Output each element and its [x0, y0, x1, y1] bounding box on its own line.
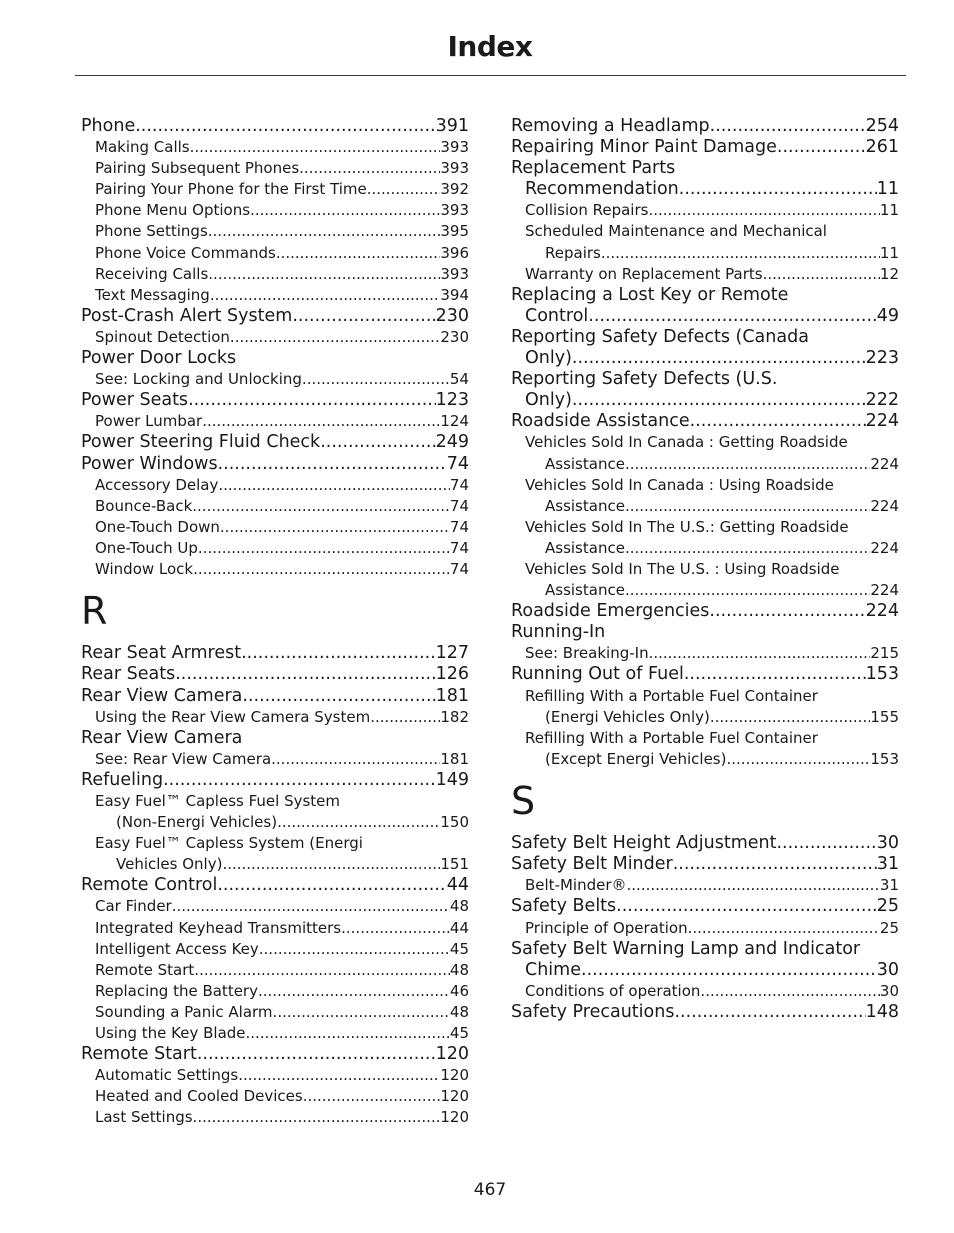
- index-subentry: [81, 960, 469, 981]
- index-entry: [81, 643, 469, 664]
- section-letter: R: [81, 589, 108, 634]
- entry-label: Chime: [525, 959, 581, 980]
- entry-page-number: 393: [440, 264, 469, 283]
- entry-page-number: 182: [440, 707, 469, 726]
- index-entry: [81, 454, 469, 475]
- entry-page-number: 249: [435, 432, 469, 453]
- index-heading: Replacement Parts: [511, 158, 676, 179]
- entry-label: Spinout Detection: [95, 327, 230, 346]
- entry-page-number: 48: [449, 960, 469, 979]
- entry-label: Window Lock: [95, 559, 194, 578]
- index-subentry: [511, 243, 899, 264]
- dot-leader: [710, 707, 870, 728]
- entry-page-number: 120: [440, 1066, 469, 1085]
- dot-leader: [259, 939, 450, 960]
- index-entry: [81, 664, 469, 685]
- dot-leader: [299, 158, 440, 179]
- dot-leader: [193, 559, 450, 580]
- entry-page-number: 222: [865, 390, 899, 411]
- entry-label: Phone Voice Commands: [95, 243, 276, 262]
- dot-leader: [208, 221, 441, 242]
- index-subentry: [81, 812, 469, 833]
- index-subentry: [81, 559, 469, 580]
- dot-leader: [709, 601, 865, 622]
- index-entry: [81, 686, 469, 707]
- entry-page-number: 230: [435, 305, 469, 326]
- dot-leader: [674, 1002, 865, 1023]
- dot-leader: [601, 243, 880, 264]
- entry-page-number: 30: [879, 981, 899, 1000]
- entry-page-number: 74: [446, 453, 469, 474]
- index-heading: Reporting Safety Defects (Canada: [511, 326, 809, 347]
- entry-label: Remote Start: [81, 1044, 197, 1065]
- entry-label: Text Messaging: [95, 285, 210, 304]
- index-subentry: [81, 179, 469, 200]
- index-subentry: [81, 854, 469, 875]
- dot-leader: [218, 475, 450, 496]
- entry-label: Only): [525, 390, 572, 411]
- entry-page-number: 12: [879, 264, 899, 283]
- index-subentry: [511, 454, 899, 475]
- entry-page-number: 261: [865, 137, 899, 158]
- index-subheading: Vehicles Sold In The U.S.: Getting Roadside: [525, 517, 849, 536]
- entry-page-number: 44: [446, 875, 469, 896]
- entry-page-number: 30: [876, 959, 899, 980]
- dot-leader: [341, 918, 450, 939]
- index-entry: [511, 306, 899, 327]
- entry-page-number: 392: [440, 180, 469, 199]
- dot-leader: [250, 200, 440, 221]
- entry-page-number: 151: [440, 855, 469, 874]
- entry-label: Safety Belts: [511, 896, 617, 917]
- dot-leader: [202, 411, 440, 432]
- entry-page-number: 54: [449, 370, 469, 389]
- index-heading: Safety Belt Warning Lamp and Indicator: [511, 938, 861, 959]
- index-entry: [81, 116, 469, 137]
- index-subentry: [81, 411, 469, 432]
- index-subentry: [81, 707, 469, 728]
- entry-page-number: 30: [876, 833, 899, 854]
- entry-page-number: 148: [865, 1001, 899, 1022]
- index-entry: [511, 854, 899, 875]
- entry-page-number: 45: [449, 1024, 469, 1043]
- entry-label: Roadside Emergencies: [511, 601, 710, 622]
- entry-page-number: 25: [876, 896, 899, 917]
- entry-page-number: 11: [879, 243, 899, 262]
- dot-leader: [688, 918, 880, 939]
- entry-label: Principle of Operation: [525, 918, 688, 937]
- entry-label: Assistance: [545, 454, 625, 473]
- entry-label: Belt-Minder®: [525, 876, 627, 895]
- entry-page-number: 153: [865, 664, 899, 685]
- index-subheading: Vehicles Sold In The U.S. : Using Roadside: [525, 559, 840, 578]
- dot-leader: [627, 875, 880, 896]
- entry-label: Post-Crash Alert System: [81, 305, 293, 326]
- dot-leader: [276, 243, 441, 264]
- page-title: Index: [447, 30, 533, 63]
- dot-leader: [763, 264, 880, 285]
- entry-label: Collision Repairs: [525, 201, 649, 220]
- entry-label: Remote Start: [95, 960, 195, 979]
- index-entry: [511, 833, 899, 854]
- dot-leader: [679, 179, 877, 200]
- entry-label: Intelligent Access Key: [95, 939, 259, 958]
- dot-leader: [230, 327, 440, 348]
- entry-label: Phone Settings: [95, 222, 208, 241]
- index-subheading: Easy Fuel™ Capless System (Energi: [95, 834, 363, 853]
- index-subentry: [511, 264, 899, 285]
- entry-page-number: 31: [879, 876, 899, 895]
- entry-page-number: 46: [449, 981, 469, 1000]
- index-entry: [511, 390, 899, 411]
- entry-page-number: 223: [865, 348, 899, 369]
- dot-leader: [649, 643, 871, 664]
- index-entry: [511, 348, 899, 369]
- entry-label: Phone Menu Options: [95, 201, 251, 220]
- index-entry: [511, 960, 899, 981]
- entry-label: Rear View Camera: [81, 685, 243, 706]
- index-subentry: [81, 749, 469, 770]
- index-subentry: [81, 517, 469, 538]
- index-entry: [81, 306, 469, 327]
- dot-leader: [222, 854, 440, 875]
- entry-label: See: Locking and Unlocking: [95, 370, 302, 389]
- index-entry: [511, 664, 899, 685]
- entry-page-number: 126: [435, 664, 469, 685]
- index-subentry: [511, 749, 899, 770]
- index-subentry: [81, 327, 469, 348]
- entry-label: Making Calls: [95, 138, 190, 157]
- dot-leader: [193, 1107, 441, 1128]
- dot-leader: [726, 749, 870, 770]
- entry-page-number: 155: [870, 707, 899, 726]
- entry-page-number: 224: [870, 581, 899, 600]
- dot-leader: [625, 538, 870, 559]
- dot-leader: [367, 179, 441, 200]
- dot-leader: [175, 664, 435, 685]
- entry-page-number: 224: [865, 411, 899, 432]
- entry-label: Safety Belt Height Adjustment: [511, 833, 777, 854]
- entry-label: Removing a Headlamp: [511, 116, 710, 136]
- entry-label: Receiving Calls: [95, 264, 209, 283]
- dot-leader: [135, 116, 435, 137]
- dot-leader: [246, 1023, 450, 1044]
- dot-leader: [271, 749, 440, 770]
- index-entry: [81, 770, 469, 791]
- index-entry: [81, 1044, 469, 1065]
- entry-label: Pairing Your Phone for the First Time: [95, 180, 367, 199]
- entry-label: (Energi Vehicles Only): [545, 707, 710, 726]
- index-subentry: [81, 264, 469, 285]
- dot-leader: [242, 686, 435, 707]
- entry-page-number: 123: [435, 390, 469, 411]
- dot-leader: [572, 390, 866, 411]
- entry-label: Using the Rear View Camera System: [95, 707, 371, 726]
- title-divider: [75, 75, 906, 76]
- entry-label: Replacing the Battery: [95, 981, 258, 1000]
- dot-leader: [776, 833, 876, 854]
- entry-label: One-Touch Down: [95, 517, 220, 536]
- dot-leader: [673, 854, 877, 875]
- index-subentry: [81, 939, 469, 960]
- entry-page-number: 396: [440, 243, 469, 262]
- dot-leader: [192, 496, 450, 517]
- entry-label: Only): [525, 348, 572, 369]
- dot-leader: [208, 264, 440, 285]
- dot-leader: [616, 896, 877, 917]
- dot-leader: [273, 1002, 450, 1023]
- entry-label: Bounce-Back: [95, 496, 193, 515]
- entry-label: Assistance: [545, 496, 625, 515]
- entry-label: Sounding a Panic Alarm: [95, 1002, 273, 1021]
- dot-leader: [188, 390, 436, 411]
- index-entry: [81, 875, 469, 896]
- entry-label: Rear Seats: [81, 664, 176, 685]
- entry-page-number: 74: [449, 475, 469, 494]
- entry-label: (Non-Energi Vehicles): [116, 813, 278, 832]
- dot-leader: [190, 137, 441, 158]
- entry-label: Integrated Keyhead Transmitters: [95, 918, 342, 937]
- entry-page-number: 120: [440, 1087, 469, 1106]
- entry-page-number: 74: [449, 517, 469, 536]
- entry-page-number: 224: [870, 496, 899, 515]
- entry-label: Control: [525, 305, 589, 326]
- entry-label: Pairing Subsequent Phones: [95, 159, 300, 178]
- entry-page-number: 44: [449, 918, 469, 937]
- index-subheading: Easy Fuel™ Capless Fuel System: [95, 792, 341, 811]
- index-entry: [81, 390, 469, 411]
- dot-leader: [163, 770, 436, 791]
- entry-label: One-Touch Up: [95, 538, 198, 557]
- index-subentry: [81, 221, 469, 242]
- entry-label: Heated and Cooled Devices: [95, 1087, 303, 1106]
- dot-leader: [370, 707, 440, 728]
- dot-leader: [625, 454, 870, 475]
- index-subentry: [81, 1023, 469, 1044]
- dot-leader: [572, 348, 866, 369]
- entry-label: Repairs: [545, 243, 601, 262]
- entry-label: See: Rear View Camera: [95, 749, 272, 768]
- entry-page-number: 25: [879, 918, 899, 937]
- page-number: 467: [473, 1180, 507, 1200]
- entry-page-number: 127: [435, 643, 469, 664]
- dot-leader: [710, 116, 866, 137]
- index-subentry: [81, 538, 469, 559]
- dot-leader: [625, 580, 870, 601]
- index-subheading: Refilling With a Portable Fuel Container: [525, 686, 818, 705]
- entry-page-number: 394: [440, 285, 469, 304]
- index-subentry: [511, 707, 899, 728]
- entry-page-number: 45: [449, 939, 469, 958]
- index-subentry: [511, 496, 899, 517]
- entry-label: Refueling: [81, 769, 164, 790]
- entry-page-number: 74: [449, 496, 469, 515]
- entry-label: Car Finder: [95, 897, 172, 916]
- index-subentry: [81, 1107, 469, 1128]
- dot-leader: [238, 1065, 440, 1086]
- entry-page-number: 120: [440, 1108, 469, 1127]
- entry-label: Automatic Settings: [95, 1066, 239, 1085]
- entry-label: Power Lumbar: [95, 412, 203, 431]
- dot-leader: [684, 664, 866, 685]
- index-subentry: [81, 475, 469, 496]
- dot-leader: [588, 306, 876, 327]
- index-heading: Rear View Camera: [81, 727, 243, 748]
- entry-page-number: 11: [876, 179, 899, 200]
- dot-leader: [194, 960, 450, 981]
- index-heading: Power Door Locks: [81, 348, 237, 369]
- entry-page-number: 393: [440, 138, 469, 157]
- index-entry: [511, 116, 899, 137]
- index-entry: [511, 896, 899, 917]
- entry-page-number: 48: [449, 1002, 469, 1021]
- index-heading: Reporting Safety Defects (U.S.: [511, 369, 778, 390]
- entry-page-number: 124: [440, 412, 469, 431]
- entry-label: Running Out of Fuel: [511, 664, 684, 685]
- section-letter: S: [511, 778, 536, 823]
- entry-page-number: 49: [876, 305, 899, 326]
- index-subentry: [81, 369, 469, 390]
- entry-label: Accessory Delay: [95, 475, 219, 494]
- index-entry: [511, 411, 899, 432]
- index-subentry: [81, 1065, 469, 1086]
- entry-label: Assistance: [545, 581, 625, 600]
- dot-leader: [217, 875, 446, 896]
- index-subentry: [81, 200, 469, 221]
- entry-page-number: 391: [435, 116, 469, 136]
- index-entry: [511, 1002, 899, 1023]
- entry-label: Power Steering Fluid Check: [81, 432, 321, 453]
- entry-label: Phone: [81, 116, 136, 136]
- dot-leader: [197, 1044, 436, 1065]
- entry-page-number: 149: [435, 769, 469, 790]
- dot-leader: [625, 496, 870, 517]
- index-subheading: Refilling With a Portable Fuel Container: [525, 728, 818, 747]
- dot-leader: [198, 538, 450, 559]
- entry-label: Rear Seat Armrest: [81, 643, 242, 664]
- dot-leader: [172, 896, 450, 917]
- entry-label: Power Seats: [81, 390, 189, 411]
- index-subentry: [81, 137, 469, 158]
- entry-label: Using the Key Blade: [95, 1024, 246, 1043]
- entry-label: (Except Energi Vehicles): [545, 749, 727, 768]
- dot-leader: [292, 306, 435, 327]
- index-subentry: [511, 875, 899, 896]
- index-subentry: [81, 243, 469, 264]
- index-column-right: [511, 116, 899, 1023]
- entry-page-number: 224: [870, 538, 899, 557]
- dot-leader: [277, 812, 440, 833]
- entry-page-number: 74: [449, 559, 469, 578]
- dot-leader: [258, 981, 450, 1002]
- entry-page-number: 395: [440, 222, 469, 241]
- index-subentry: [81, 1086, 469, 1107]
- entry-page-number: 230: [440, 327, 469, 346]
- index-subentry: [81, 158, 469, 179]
- index-entry: [511, 179, 899, 200]
- entry-page-number: 224: [870, 454, 899, 473]
- index-heading: Running-In: [511, 622, 606, 643]
- index-entry: [511, 601, 899, 622]
- index-subentry: [81, 496, 469, 517]
- entry-page-number: 74: [449, 538, 469, 557]
- index-subentry: [81, 981, 469, 1002]
- entry-label: Vehicles Only): [116, 855, 223, 874]
- dot-leader: [303, 1086, 441, 1107]
- index-subentry: [81, 1002, 469, 1023]
- dot-leader: [648, 200, 879, 221]
- index-column-left: [81, 116, 469, 1129]
- index-subentry: [511, 918, 899, 939]
- index-subentry: [511, 200, 899, 221]
- entry-page-number: 224: [865, 601, 899, 622]
- index-subentry: [81, 896, 469, 917]
- dot-leader: [700, 981, 879, 1002]
- index-subheading: Scheduled Maintenance and Mechanical: [525, 222, 827, 241]
- dot-leader: [220, 517, 450, 538]
- entry-page-number: 31: [876, 854, 899, 875]
- entry-label: Recommendation: [525, 179, 679, 200]
- entry-page-number: 150: [440, 813, 469, 832]
- entry-page-number: 153: [870, 749, 899, 768]
- entry-label: Last Settings: [95, 1108, 193, 1127]
- entry-page-number: 120: [435, 1044, 469, 1065]
- index-subheading: Vehicles Sold In Canada : Getting Roadside: [525, 433, 848, 452]
- index-subentry: [511, 643, 899, 664]
- entry-page-number: 181: [435, 685, 469, 706]
- entry-page-number: 393: [440, 201, 469, 220]
- index-heading: Replacing a Lost Key or Remote: [511, 284, 789, 305]
- dot-leader: [210, 285, 441, 306]
- entry-label: Power Windows: [81, 453, 218, 474]
- entry-label: Repairing Minor Paint Damage: [511, 137, 777, 158]
- entry-label: Warranty on Replacement Parts: [525, 264, 763, 283]
- entry-label: Assistance: [545, 538, 625, 557]
- dot-leader: [241, 643, 435, 664]
- entry-label: Safety Precautions: [511, 1001, 675, 1022]
- index-subheading: Vehicles Sold In Canada : Using Roadside: [525, 475, 834, 494]
- dot-leader: [218, 454, 447, 475]
- index-subentry: [81, 285, 469, 306]
- dot-leader: [777, 137, 866, 158]
- entry-page-number: 181: [440, 749, 469, 768]
- entry-label: See: Breaking-In: [525, 644, 649, 663]
- entry-label: Remote Control: [81, 875, 218, 896]
- dot-leader: [320, 432, 435, 453]
- dot-leader: [581, 960, 877, 981]
- entry-page-number: 215: [870, 644, 899, 663]
- index-subentry: [511, 580, 899, 601]
- index-subentry: [511, 538, 899, 559]
- entry-page-number: 11: [879, 201, 899, 220]
- entry-label: Safety Belt Minder: [511, 854, 673, 875]
- entry-page-number: 254: [865, 116, 899, 136]
- dot-leader: [690, 411, 866, 432]
- index-subentry: [511, 981, 899, 1002]
- index-entry: [511, 137, 899, 158]
- index-entry: [81, 432, 469, 453]
- index-subentry: [81, 918, 469, 939]
- dot-leader: [302, 369, 450, 390]
- entry-page-number: 393: [440, 159, 469, 178]
- entry-page-number: 48: [449, 897, 469, 916]
- entry-label: Roadside Assistance: [511, 411, 690, 432]
- entry-label: Conditions of operation: [525, 981, 701, 1000]
